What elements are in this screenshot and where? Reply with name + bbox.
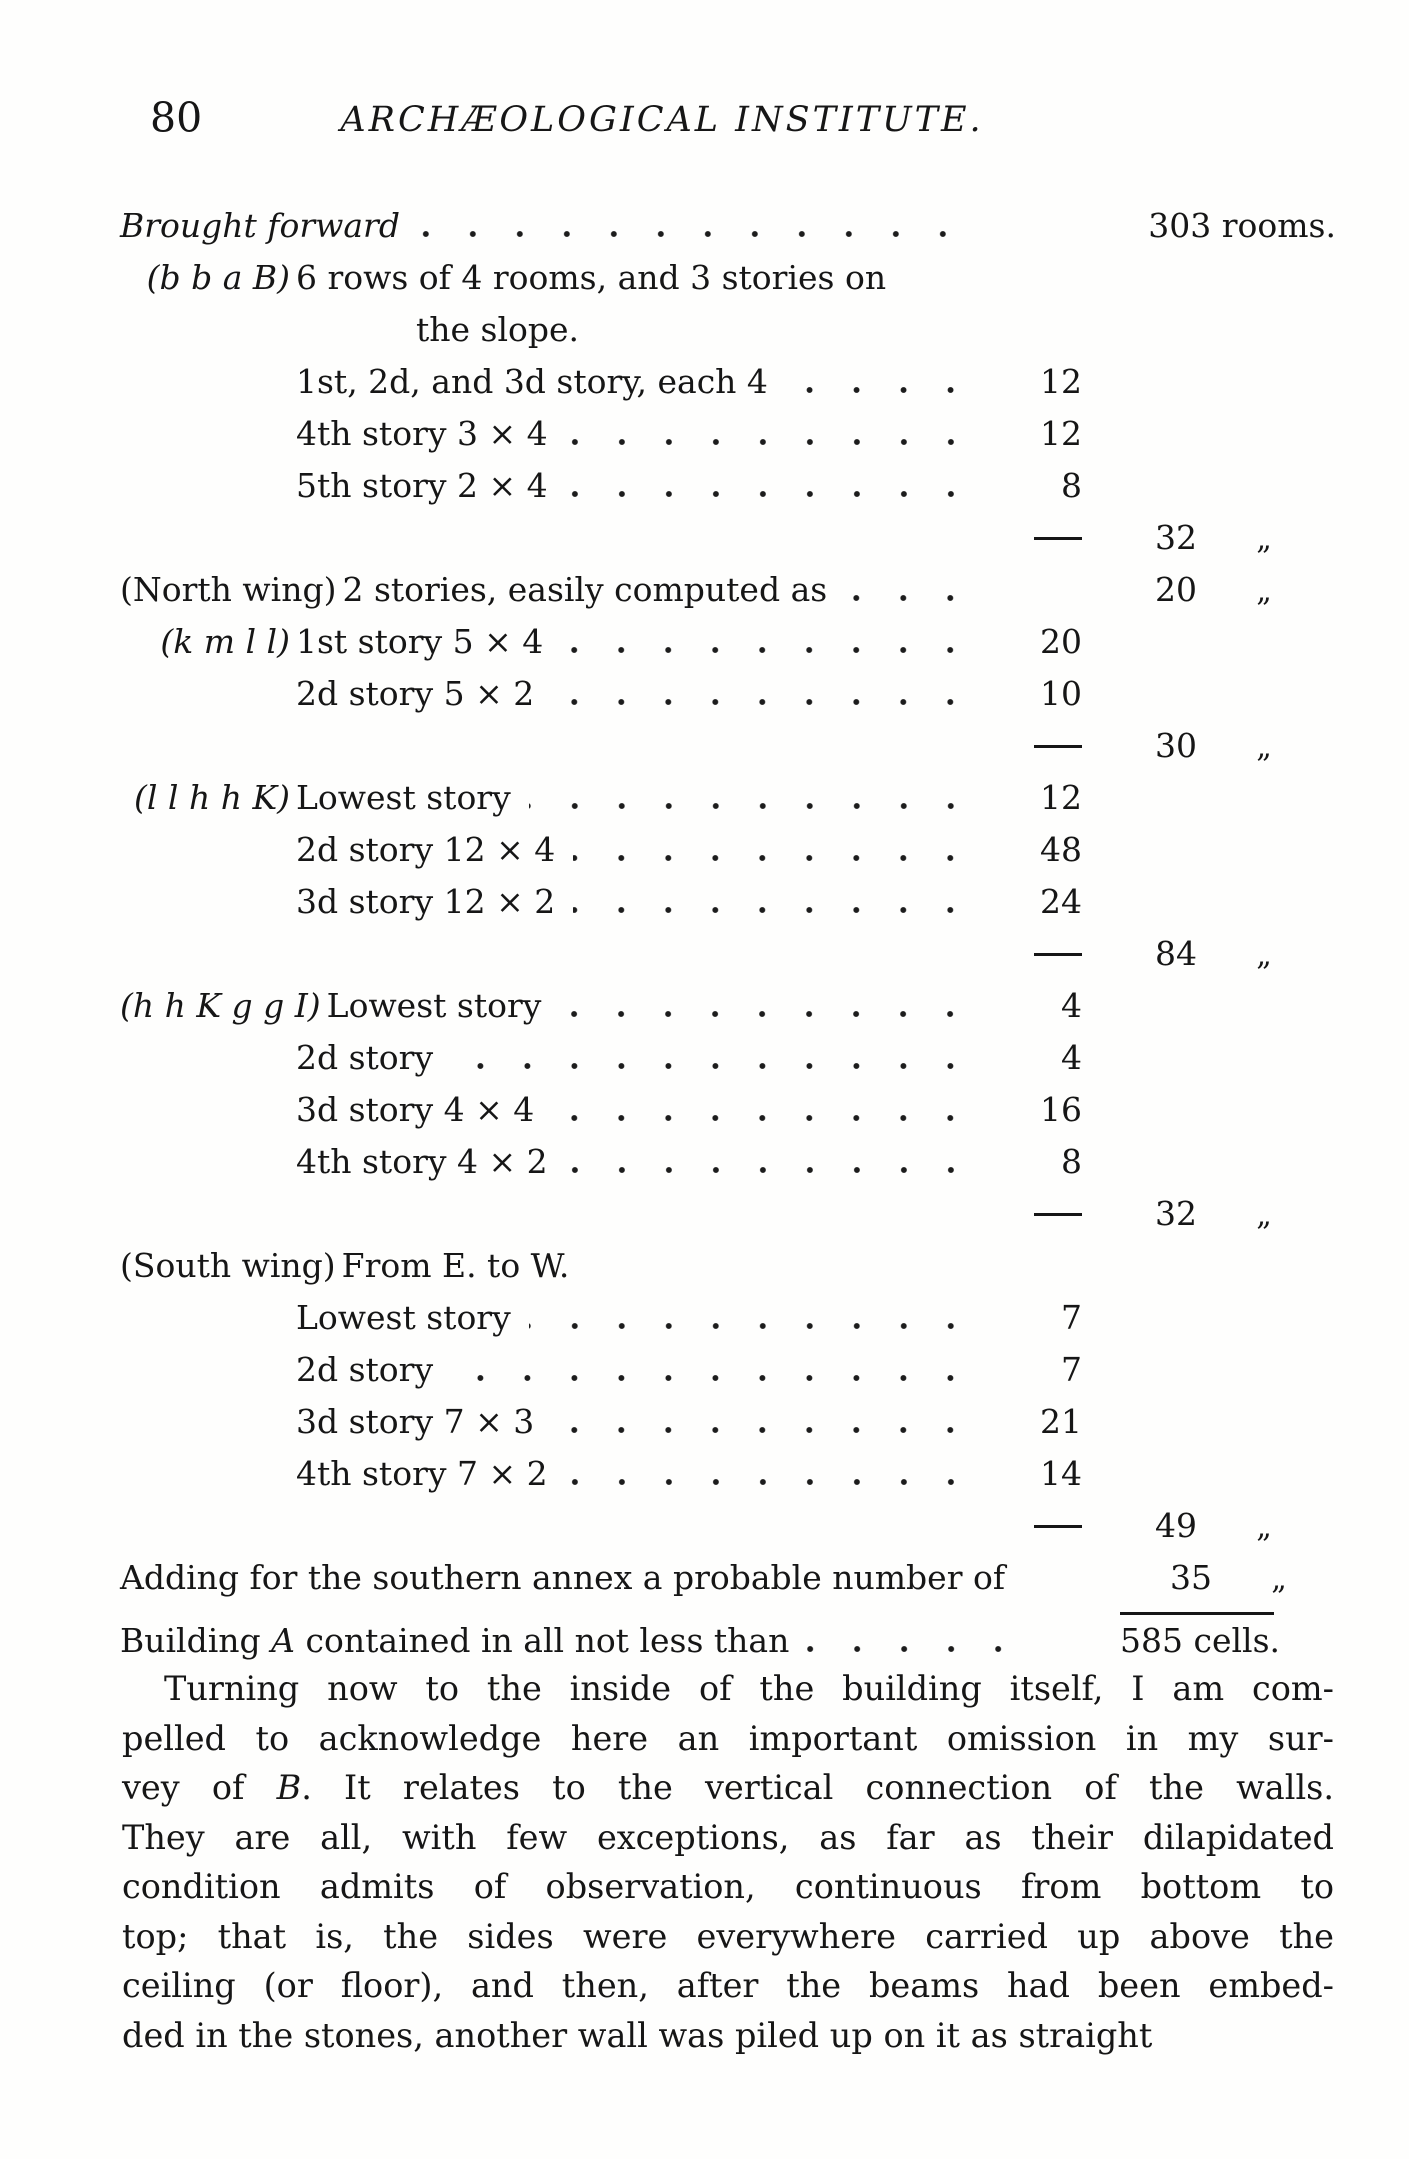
section-tag: (South wing) <box>120 1246 336 1285</box>
row-text: 6 rows of 4 rooms, and 3 stories on <box>296 258 887 297</box>
brought-forward-amount: 303 rooms. <box>1148 206 1336 245</box>
dot-leader <box>561 647 974 653</box>
paragraph-line: pelled to acknowledge here an important omission in my sur- <box>122 1718 1334 1758</box>
paragraph-line: They are all, with few exceptions, as far as their dilapidated <box>122 1817 1334 1857</box>
section-tag: (b b a B) <box>146 258 290 297</box>
value-cell <box>990 726 1082 765</box>
row-text: 3d story 4 × 4 <box>296 1090 535 1129</box>
row-text: Lowest story <box>326 986 542 1025</box>
ditto-mark: „ <box>1256 1198 1272 1233</box>
subtotal-value: 32 <box>1155 1194 1197 1233</box>
paragraph-line: top; that is, the sides were everywhere carried up above the <box>122 1916 1334 1956</box>
ledger-row <box>120 1246 1336 1298</box>
dot-leader <box>786 387 974 393</box>
row-text: Lowest story <box>296 1298 511 1337</box>
ditto-mark: „ <box>1256 522 1272 557</box>
ledger-row <box>120 414 1336 466</box>
section-tag: (h h K g g I) <box>120 986 321 1025</box>
dot-leader <box>451 1063 974 1069</box>
value-cell: 12 <box>1040 778 1082 817</box>
ledger-row <box>120 1350 1336 1402</box>
ledger-row <box>120 310 1336 362</box>
body-paragraph <box>122 1664 1334 2060</box>
section-tag: (l l h h K) <box>134 778 290 817</box>
row-text: 2d story <box>296 1038 434 1077</box>
subtotal-value: 32 <box>1155 518 1197 557</box>
value-cell: 8 <box>1061 1142 1082 1181</box>
value-cell: 7 <box>1061 1298 1082 1337</box>
row-text: 3d story 12 × 2 <box>296 882 556 921</box>
building-letter: B <box>276 1768 302 1807</box>
running-title: ARCHÆOLOGICAL INSTITUTE. <box>340 100 984 140</box>
row-text: 1st, 2d, and 3d story, each 4 <box>296 362 768 401</box>
total-rule-divider <box>1120 1612 1274 1617</box>
row-text: Adding for the southern annex a probable number of <box>120 1558 1006 1597</box>
ledger-row <box>120 1298 1336 1350</box>
row-text: the slope. <box>416 310 580 349</box>
dot-leader <box>566 439 974 445</box>
value-cell <box>990 934 1082 973</box>
value-cell: 24 <box>1040 882 1082 921</box>
ledger-row-brought-forward <box>120 206 1336 258</box>
dot-leader <box>573 907 974 913</box>
amount-cell <box>1082 1506 1336 1545</box>
amount-cell <box>1082 518 1336 557</box>
ditto-mark: „ <box>1256 938 1272 973</box>
page-number: 80 <box>150 94 203 142</box>
subtotal-value: 35 <box>1170 1558 1213 1597</box>
value-cell: 16 <box>1040 1090 1082 1129</box>
ledger-row <box>120 1454 1336 1506</box>
row-text: 2d story <box>296 1350 434 1389</box>
dot-leader <box>566 1167 974 1173</box>
line-pre: vey of <box>122 1768 277 1807</box>
sum-dash <box>1034 1525 1082 1528</box>
amount-cell <box>1082 934 1336 973</box>
row-text: From E. to W. <box>341 1246 570 1285</box>
total-label-building-letter: A <box>271 1621 296 1660</box>
line-post: . It relates to the vertical connection of the walls. <box>301 1768 1334 1807</box>
total-label <box>120 1621 789 1660</box>
paragraph-line: condition admits of observation, continuous from bottom to <box>122 1867 1334 1906</box>
ledger-row <box>120 258 1336 310</box>
value-cell: 14 <box>1040 1454 1082 1493</box>
paragraph-line <box>122 1763 1334 1813</box>
section-tag: (k m l l) <box>160 622 290 661</box>
row-text: 2 stories, easily computed as <box>342 570 828 609</box>
dot-leader <box>529 803 974 809</box>
row-text: 4th story 3 × 4 <box>296 414 548 453</box>
ledger-row <box>120 1402 1336 1454</box>
value-cell: 7 <box>1061 1350 1082 1389</box>
value-cell: 12 <box>1040 362 1082 401</box>
dot-leader <box>566 491 974 497</box>
row-text: 4th story 7 × 2 <box>296 1454 548 1493</box>
total-amount: 585 cells. <box>1120 1621 1281 1660</box>
ditto-mark: „ <box>1256 730 1272 765</box>
ledger-row <box>120 778 1336 830</box>
value-cell: 48 <box>1040 830 1082 869</box>
dot-leader <box>451 1375 974 1381</box>
dot-leader <box>552 699 974 705</box>
paragraph-line: Turning now to the inside of the building itself, I am com- <box>164 1669 1334 1708</box>
value-cell <box>990 1506 1082 1545</box>
subtotal-value: 49 <box>1155 1506 1197 1545</box>
dot-leader <box>418 231 966 237</box>
dot-leader <box>559 1011 974 1017</box>
ledger-row <box>120 882 1336 934</box>
value-cell: 12 <box>1040 414 1082 453</box>
ledger-subtotal-row <box>120 1194 1336 1246</box>
row-text: 4th story 4 × 2 <box>296 1142 548 1181</box>
subtotal-value: 30 <box>1155 726 1197 765</box>
row-text: Lowest story <box>296 778 511 817</box>
value-cell: 10 <box>1040 674 1082 713</box>
value-cell: 21 <box>1040 1402 1082 1441</box>
row-text: 5th story 2 × 4 <box>296 466 548 505</box>
ledger-row <box>120 466 1336 518</box>
ledger-row <box>120 622 1336 674</box>
dot-leader <box>573 855 974 861</box>
amount-cell <box>1082 1194 1336 1233</box>
value-cell: 4 <box>1061 986 1082 1025</box>
dot-leader <box>529 1323 974 1329</box>
amount-cell <box>1082 570 1336 609</box>
paragraph-line: ded in the stones, another wall was piled up on it as straight <box>122 2015 1153 2055</box>
row-text: 2d story 5 × 2 <box>296 674 535 713</box>
sum-dash <box>1034 1213 1082 1216</box>
row-text: 2d story 12 × 4 <box>296 830 556 869</box>
total-label-post: contained in all not less than <box>295 1621 790 1660</box>
ledger-row <box>120 1142 1336 1194</box>
sum-dash <box>1034 953 1082 956</box>
subtotal-value: 20 <box>1155 570 1197 609</box>
dot-leader <box>552 1427 974 1433</box>
ledger-row <box>120 986 1336 1038</box>
brought-forward-label: Brought forward <box>120 206 400 245</box>
ledger-row <box>120 830 1336 882</box>
value-cell <box>990 1194 1082 1233</box>
total-label-pre: Building <box>120 1621 272 1660</box>
value-cell: 4 <box>1061 1038 1082 1077</box>
ledger-row <box>120 1038 1336 1090</box>
ditto-mark: „ <box>1256 574 1272 609</box>
value-cell: 20 <box>1040 622 1082 661</box>
value-cell: 8 <box>1061 466 1082 505</box>
dot-leader <box>566 1479 974 1485</box>
ledger-row <box>120 570 1336 622</box>
amount-cell <box>1097 1558 1351 1597</box>
ledger-row-annex <box>120 1558 1336 1610</box>
dot-leader <box>552 1115 974 1121</box>
ledger-subtotal-row <box>120 1506 1336 1558</box>
amount-cell <box>1082 1621 1336 1660</box>
section-tag: (North wing) <box>120 570 337 609</box>
row-text: 3d story 7 × 3 <box>296 1402 535 1441</box>
ledger-row <box>120 674 1336 726</box>
sum-dash <box>1034 537 1082 540</box>
ditto-mark: „ <box>1271 1562 1287 1597</box>
ledger-subtotal-row <box>120 726 1336 778</box>
subtotal-value: 84 <box>1155 934 1197 973</box>
ditto-mark: „ <box>1256 1510 1272 1545</box>
room-count-ledger <box>120 206 1336 1673</box>
amount-cell <box>1074 206 1336 245</box>
row-text: 1st story 5 × 4 <box>296 622 544 661</box>
amount-cell <box>1082 726 1336 765</box>
ledger-row <box>120 1090 1336 1142</box>
dot-leader <box>807 1646 1022 1652</box>
paragraph-line: ceiling (or floor), and then, after the beams had been embed- <box>122 1966 1334 2005</box>
sum-dash <box>1034 745 1082 748</box>
dot-leader <box>845 595 974 601</box>
value-cell <box>990 518 1082 557</box>
ledger-subtotal-row <box>120 934 1336 986</box>
ledger-row <box>120 362 1336 414</box>
ledger-subtotal-row <box>120 518 1336 570</box>
